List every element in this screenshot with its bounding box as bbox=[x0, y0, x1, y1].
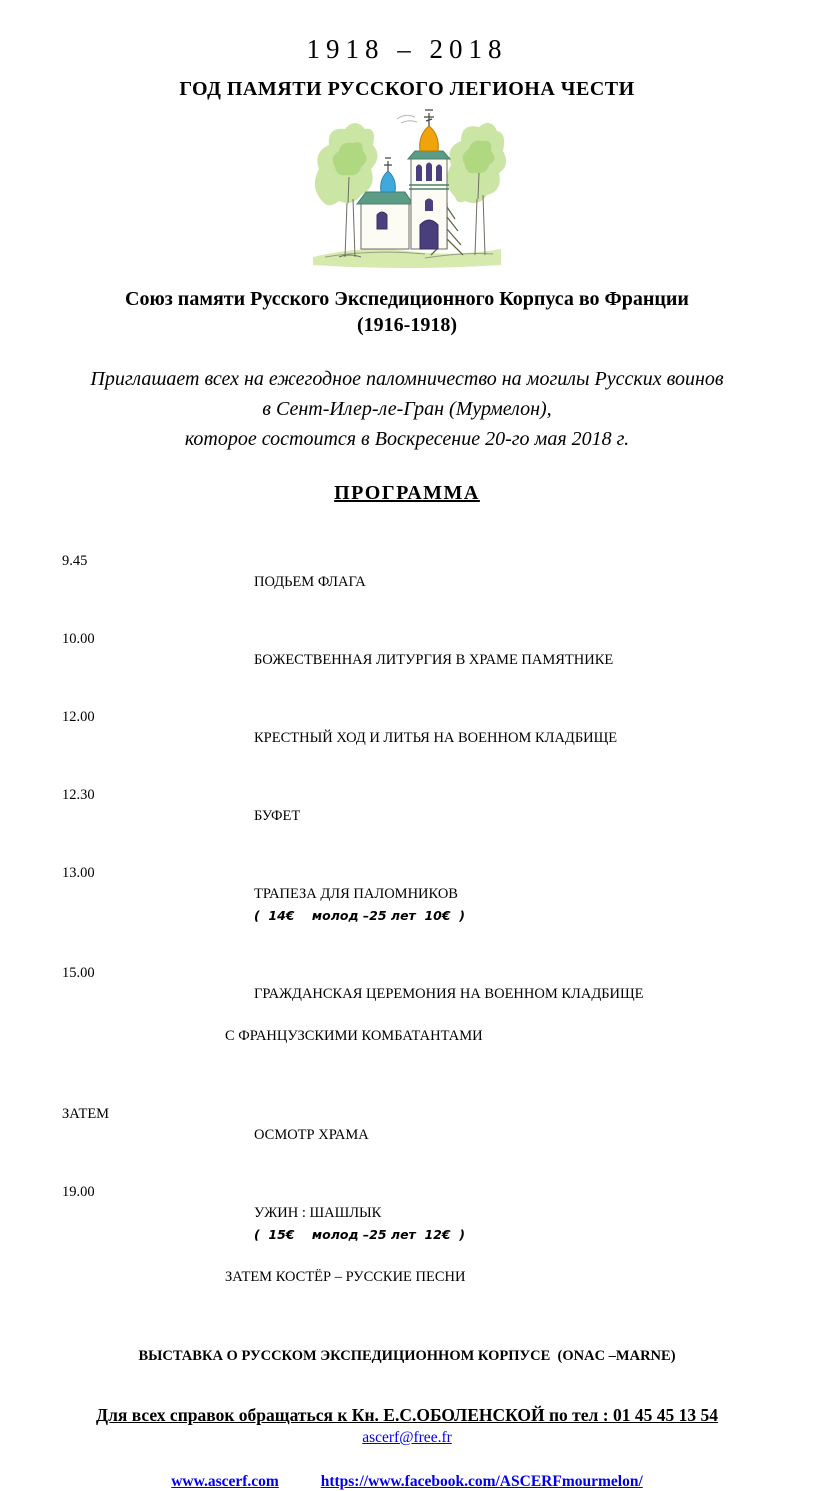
invitation-line2: в Сент-Илер-ле-Гран (Мурмелон), bbox=[262, 398, 552, 420]
program-time: 19.00 bbox=[62, 1184, 95, 1200]
program-row bbox=[62, 707, 774, 770]
program-title: ПРОГРАММА bbox=[334, 482, 480, 504]
program-activity: ГРАЖДАНСКАЯ ЦЕРЕМОНИЯ НА ВОЕННОМ КЛАДБИЩЕ С ФРАНЦУЗСКИМИ КОМБАТАНТАМИ bbox=[225, 963, 644, 1089]
program-activity: БОЖЕСТВЕННАЯ ЛИТУРГИЯ В ХРАМЕ ПАМЯТНИКЕ bbox=[254, 652, 614, 668]
program-row bbox=[62, 1182, 774, 1330]
program-time: 12.00 bbox=[62, 709, 95, 725]
union-line2: (1916-1918) bbox=[357, 314, 457, 336]
program-activity: УЖИН : ШАШЛЫК ( 15€ молод –25 лет 12€ ) ЗАТЕМ КОСТЁР – РУССКИЕ ПЕСНИ bbox=[225, 1182, 465, 1330]
years-title: 1918 – 2018 bbox=[306, 34, 508, 64]
program-time: ЗАТЕМ bbox=[62, 1106, 110, 1122]
contact-info-line: Для всех справок обращаться к Кн. Е.С.ОБОЛЕНСКОЙ по тел : 01 45 45 13 54 bbox=[96, 1405, 718, 1425]
union-line1: Союз памяти Русского Экспедиционного Корпуса во Франции bbox=[125, 288, 689, 310]
email-link[interactable]: ascerf@free.fr bbox=[362, 1429, 452, 1446]
program-activity: ОСМОТР ХРАМА bbox=[254, 1127, 369, 1143]
website-link[interactable]: www.ascerf.com bbox=[171, 1473, 279, 1490]
program-activity: ТРАПЕЗА ДЛЯ ПАЛОМНИКОВ ( 14€ молод –25 лет 10€ ) bbox=[254, 886, 465, 923]
program-activity: КРЕСТНЫЙ ХОД И ЛИТЬЯ НА ВОЕННОМ КЛАДБИЩЕ bbox=[254, 730, 618, 746]
church-illustration bbox=[0, 107, 814, 273]
program-row bbox=[62, 863, 774, 948]
exhibition-note: ВЫСТАВКА О РУССКОМ ЭКСПЕДИЦИОННОМ КОРПУСЕ (ONAC –MARNE) bbox=[138, 1348, 676, 1364]
program-time: 9.45 bbox=[62, 553, 88, 569]
links-row bbox=[0, 1473, 814, 1491]
union-title bbox=[0, 286, 814, 338]
program-list bbox=[62, 551, 774, 1330]
program-row bbox=[62, 629, 774, 692]
program-time: 15.00 bbox=[62, 965, 95, 981]
program-activity-line2: С ФРАНЦУЗСКИМИ КОМБАТАНТАМИ bbox=[225, 1028, 483, 1044]
facebook-link[interactable]: https://www.facebook.com/ASCERFmourmelon/ bbox=[320, 1473, 643, 1490]
program-time: 10.00 bbox=[62, 631, 95, 647]
program-row bbox=[62, 1104, 774, 1167]
program-time: 12.30 bbox=[62, 787, 95, 803]
program-activity: БУФЕТ bbox=[254, 808, 301, 824]
memorial-year-title: ГОД ПАМЯТИ РУССКОГО ЛЕГИОНА ЧЕСТИ bbox=[179, 78, 635, 100]
program-price: ( 14€ молод –25 лет 10€ ) bbox=[254, 908, 465, 923]
invitation-line1: Приглашает всех на ежегодное паломничество на могилы Русских воинов bbox=[90, 368, 724, 390]
program-activity-line2: ЗАТЕМ КОСТЁР – РУССКИЕ ПЕСНИ bbox=[225, 1269, 466, 1285]
invitation-text bbox=[0, 364, 814, 454]
program-row bbox=[62, 963, 774, 1089]
church-watercolor-icon bbox=[305, 107, 509, 271]
program-price: ( 15€ молод –25 лет 12€ ) bbox=[254, 1227, 465, 1242]
invitation-line3: которое состоится в Воскресение 20-го мая 2018 г. bbox=[184, 428, 630, 450]
program-row bbox=[62, 785, 774, 848]
program-activity: ПОДЬЕМ ФЛАГА bbox=[254, 574, 366, 590]
program-time: 13.00 bbox=[62, 865, 95, 881]
program-row bbox=[62, 551, 774, 614]
